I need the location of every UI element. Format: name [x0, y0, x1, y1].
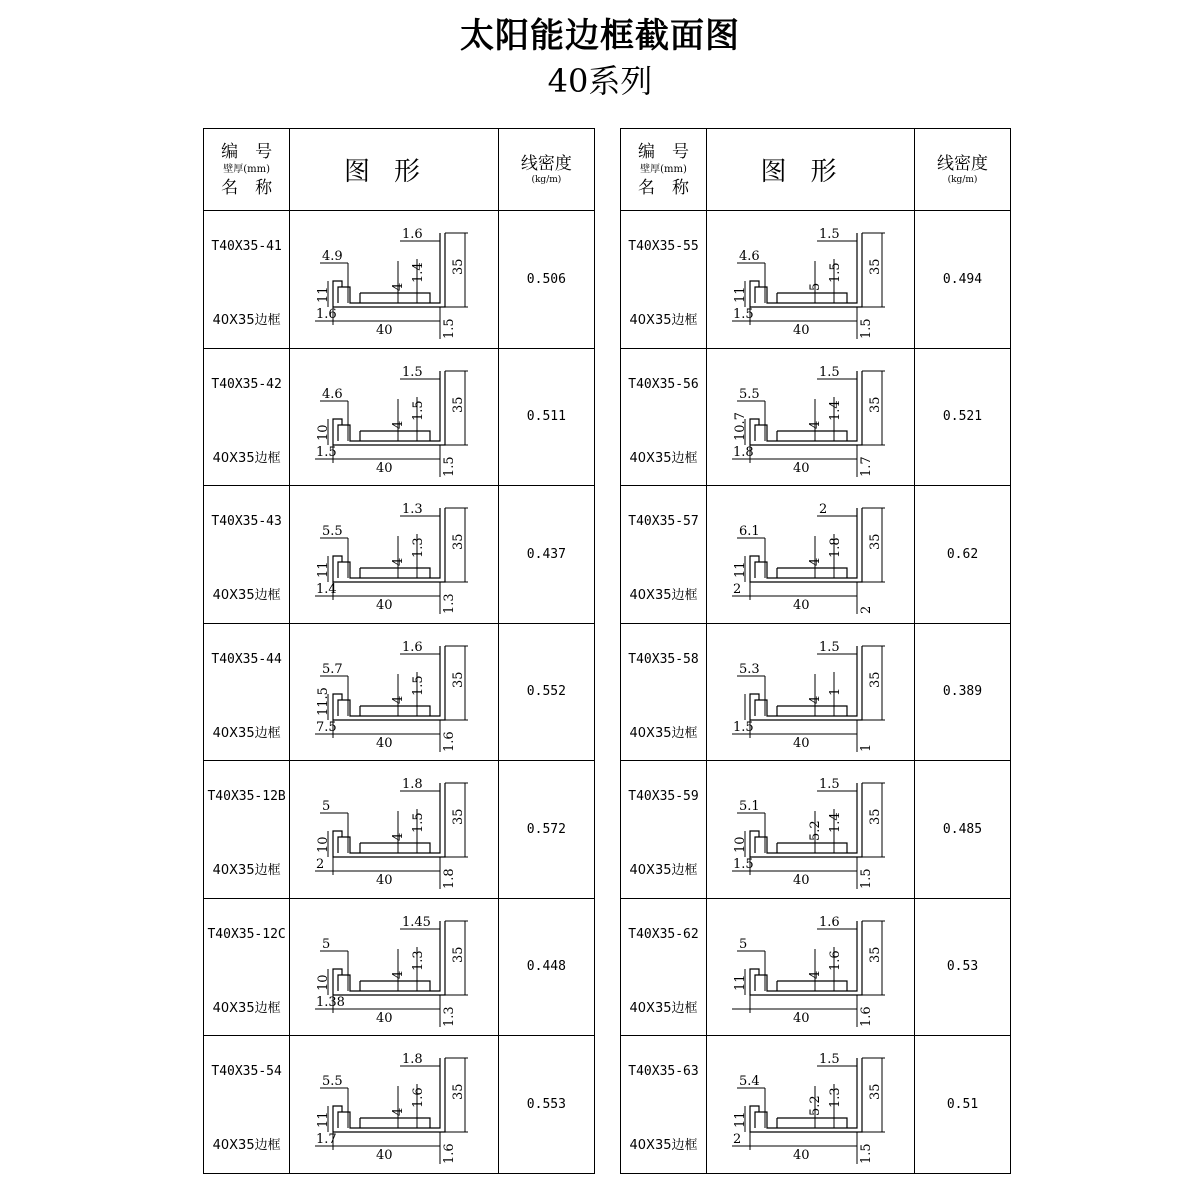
dim-height: 35: [868, 533, 883, 551]
dim-top-thickness: 1.8: [402, 777, 423, 793]
dim-top-thickness: 1.8: [402, 1052, 423, 1068]
dim-lip-height: 10: [316, 836, 332, 854]
dim-lip-height: 10.7: [733, 411, 748, 441]
table-row: [621, 898, 1011, 1036]
figure-cell: [707, 898, 915, 1036]
figure-cell: [290, 486, 499, 624]
header-id-line2: 壁厚(mm): [640, 163, 687, 175]
table-row: [204, 898, 595, 1036]
dim-lip-height: 10: [316, 424, 332, 441]
dim-bottom-thickness: 1.38: [316, 994, 346, 1010]
dim-base-thickness: 1.7: [859, 456, 874, 477]
profile-code: T40X35-54: [211, 1064, 282, 1079]
figure-cell: [290, 348, 499, 486]
profile-outline: [750, 508, 862, 582]
table-row: [621, 1036, 1011, 1174]
dim-height: 35: [451, 946, 467, 963]
density-value: 0.552: [498, 623, 594, 761]
dim-top-thickness: 1.6: [402, 227, 423, 243]
dim-rib-height: 4: [391, 557, 407, 567]
dim-base-thickness: 1.6: [859, 1006, 874, 1027]
dim-flange-width: 5.5: [739, 386, 760, 402]
dim-rib-thickness: 1.5: [411, 675, 427, 696]
dim-lip-height: 10: [316, 974, 332, 991]
profile-outline: [750, 921, 862, 995]
profile-name: 40X35边框: [629, 863, 698, 878]
dim-top-thickness: 1.5: [819, 1052, 840, 1068]
dim-top-thickness: 1.6: [402, 639, 423, 655]
profile-code: T40X35-55: [628, 239, 699, 254]
dim-height: 35: [451, 671, 467, 688]
dim-width: 40: [376, 460, 393, 476]
dim-flange-width: 5.1: [739, 799, 760, 815]
dim-height: 35: [451, 808, 467, 826]
header-density-cell: [498, 129, 594, 211]
profile-code: T40X35-43: [211, 514, 282, 529]
header-figure: 图形: [290, 129, 499, 211]
profile-outline: [333, 1058, 445, 1132]
dim-rib-height: 4: [808, 557, 823, 567]
dim-rib-height: 4: [391, 420, 407, 429]
density-value: 0.572: [498, 761, 594, 899]
profile-outline: [333, 371, 445, 445]
dim-flange-width: 5: [322, 936, 331, 952]
id-cell: [621, 486, 707, 624]
dim-width: 40: [793, 1148, 810, 1164]
profile-name: 40X35边框: [629, 1138, 698, 1153]
table-header: [204, 129, 595, 211]
dim-height: 35: [868, 671, 883, 688]
table-row: [204, 348, 595, 486]
dim-flange-width: 5.3: [739, 661, 760, 677]
figure-cell: [707, 761, 915, 899]
dim-lip-height: 11: [733, 561, 748, 579]
dim-flange-width: 5.4: [739, 1074, 760, 1090]
table-row: [204, 761, 595, 899]
dim-width: 40: [793, 873, 810, 889]
profile-code: T40X35-59: [628, 789, 699, 804]
dim-height: 35: [868, 946, 883, 963]
dim-bottom-thickness: 1.5: [733, 857, 754, 873]
id-cell: [204, 623, 290, 761]
table-row: [621, 348, 1011, 486]
table-row: [204, 1036, 595, 1174]
cross-section-drawing: [707, 211, 915, 347]
profile-outline: [750, 233, 862, 307]
table-header: [621, 129, 1011, 211]
dim-base-thickness: 1.5: [859, 1143, 874, 1165]
profile-name: 40X35边框: [629, 450, 698, 466]
dim-rib-thickness: 1.5: [411, 400, 427, 421]
dim-top-thickness: 1.6: [819, 914, 840, 930]
table-row: [204, 211, 595, 349]
header-id-line3: 名 称: [638, 177, 689, 198]
dim-base-thickness: 1.5: [442, 318, 458, 340]
header-density-cell: [915, 129, 1011, 211]
header-id-line3: 名 称: [221, 177, 273, 198]
dim-lip-height: 11: [316, 1111, 332, 1129]
dim-rib-height: 5: [808, 282, 823, 292]
dim-base-thickness: 1.5: [859, 318, 874, 340]
profile-name: 40X35边框: [212, 1000, 281, 1016]
dim-bottom-thickness: 1.6: [316, 307, 337, 323]
density-value: 0.494: [915, 211, 1011, 349]
dim-flange-width: 4.6: [739, 249, 760, 265]
dim-rib-height: 4: [391, 1107, 407, 1117]
dim-base-thickness: 1.6: [442, 1143, 458, 1165]
cross-section-drawing: [290, 624, 498, 760]
id-cell: [204, 1036, 290, 1174]
figure-cell: [707, 486, 915, 624]
dim-width: 40: [376, 598, 393, 614]
dim-rib-thickness: 1.6: [828, 950, 843, 971]
profile-code: T40X35-12B: [207, 789, 286, 804]
profile-code: T40X35-42: [211, 376, 282, 392]
figure-cell: [707, 211, 915, 349]
profile-name: 40X35边框: [629, 588, 698, 603]
dim-width: 40: [376, 1010, 393, 1026]
dim-lip-height: 11: [316, 286, 332, 304]
dim-base-thickness: 1.8: [442, 868, 458, 890]
header-density: 线密度: [520, 153, 572, 174]
dim-base-thickness: 1.5: [442, 456, 458, 477]
dim-flange-width: 4.6: [322, 386, 343, 402]
cross-section-drawing: [290, 349, 498, 485]
dim-bottom-thickness: 1.5: [733, 307, 754, 323]
id-cell: [204, 898, 290, 1036]
header-id-line1: 编 号: [221, 141, 273, 162]
profile-outline: [333, 508, 445, 582]
dim-width: 40: [793, 735, 810, 751]
dim-rib-thickness: 1.3: [411, 950, 427, 971]
figure-cell: [290, 1036, 499, 1174]
dim-height: 35: [868, 808, 883, 826]
profile-outline: [750, 783, 862, 857]
header-density: 线密度: [937, 153, 988, 174]
profile-outline: [333, 233, 445, 307]
cross-section-drawing: [290, 899, 498, 1035]
dim-top-thickness: 1.5: [819, 364, 840, 380]
dim-base-thickness: 2: [859, 605, 874, 615]
dim-height: 35: [451, 533, 467, 551]
table-row: [204, 623, 595, 761]
left-table: [203, 128, 595, 1174]
density-value: 0.389: [915, 623, 1011, 761]
density-value: 0.53: [915, 898, 1011, 1036]
table-row: [621, 761, 1011, 899]
header-id-line2: 壁厚(mm): [223, 163, 270, 175]
dim-width: 40: [376, 873, 393, 889]
dim-height: 35: [451, 1083, 467, 1101]
id-cell: [204, 761, 290, 899]
cross-section-drawing: [707, 349, 915, 485]
dim-rib-thickness: 1: [828, 687, 843, 696]
profile-code: T40X35-56: [628, 376, 699, 392]
dim-rib-thickness: 1.3: [828, 1087, 843, 1109]
dim-flange-width: 6.1: [739, 524, 760, 540]
right-table: [620, 128, 1011, 1174]
dim-rib-height: 4: [391, 970, 407, 979]
dim-rib-height: 4: [808, 420, 823, 429]
header-density-unit: (kg/m): [531, 174, 562, 185]
profile-code: T40X35-58: [628, 651, 699, 667]
profile-name: 40X35边框: [212, 863, 281, 878]
density-value: 0.51: [915, 1036, 1011, 1174]
dim-rib-height: 4: [808, 970, 823, 979]
dim-bottom-thickness: 1.4: [316, 582, 337, 598]
dim-rib-thickness: 1.4: [828, 812, 843, 834]
dim-bottom-thickness: 1.8: [733, 444, 754, 460]
table-row: [621, 211, 1011, 349]
dim-width: 40: [793, 460, 810, 476]
dim-rib-thickness: 1.6: [411, 1087, 427, 1109]
profile-name: 40X35边框: [629, 1000, 698, 1016]
dim-rib-thickness: 1.5: [828, 262, 843, 284]
profile-code: T40X35-57: [628, 514, 699, 529]
profile-name: 40X35边框: [212, 725, 281, 741]
dim-lip-height: 11: [733, 286, 748, 304]
dim-rib-height: 5.2: [808, 1095, 823, 1117]
profile-code: T40X35-63: [628, 1064, 699, 1079]
id-cell: [621, 898, 707, 1036]
density-value: 0.521: [915, 348, 1011, 486]
dim-bottom-thickness: 2: [733, 582, 742, 598]
id-cell: [204, 211, 290, 349]
dim-flange-width: 5: [322, 799, 331, 815]
dim-rib-height: 4: [391, 832, 407, 842]
profile-outline: [750, 371, 862, 445]
profile-name: 40X35边框: [212, 450, 281, 466]
dim-bottom-thickness: 2: [316, 857, 325, 873]
dim-flange-width: 5.5: [322, 1074, 343, 1090]
id-cell: [621, 348, 707, 486]
dim-top-thickness: 1.5: [819, 777, 840, 793]
figure-cell: [290, 898, 499, 1036]
dim-top-thickness: 1.3: [402, 502, 423, 518]
figure-cell: [290, 211, 499, 349]
dim-base-thickness: 1: [859, 743, 874, 752]
table-row: [621, 486, 1011, 624]
profile-outline: [333, 646, 445, 720]
cross-section-drawing: [290, 211, 498, 347]
dim-base-thickness: 1.3: [442, 1006, 458, 1027]
dim-bottom-thickness: 2: [733, 1132, 742, 1148]
profile-outline: [750, 646, 862, 720]
dim-rib-thickness: 1.8: [828, 537, 843, 559]
dim-top-thickness: 2: [819, 502, 828, 518]
cross-section-drawing: [707, 761, 915, 897]
profile-name: 40X35边框: [212, 313, 281, 328]
profile-code: T40X35-41: [211, 239, 282, 254]
dim-base-thickness: 1.5: [859, 868, 874, 890]
id-cell: [204, 348, 290, 486]
density-value: 0.511: [498, 348, 594, 486]
dim-rib-thickness: 1.5: [411, 812, 427, 834]
dim-height: 35: [451, 396, 467, 413]
dim-bottom-thickness: 1.5: [733, 719, 754, 735]
dim-lip-height: 11: [733, 1111, 748, 1129]
dim-flange-width: 5.7: [322, 661, 343, 677]
profile-outline: [333, 783, 445, 857]
figure-cell: [707, 348, 915, 486]
id-cell: [621, 761, 707, 899]
dim-rib-height: 5.2: [808, 820, 823, 842]
dim-width: 40: [376, 735, 393, 751]
dim-base-thickness: 1.3: [442, 593, 458, 615]
dim-flange-width: 5: [739, 936, 748, 952]
dim-lip-height: 11: [733, 974, 748, 991]
dim-base-thickness: 1.6: [442, 731, 458, 752]
dim-height: 35: [868, 1083, 883, 1101]
cross-section-drawing: [707, 899, 915, 1035]
profile-outline: [750, 1058, 862, 1132]
figure-cell: [707, 1036, 915, 1174]
header-id-cell: [621, 129, 707, 211]
density-value: 0.553: [498, 1036, 594, 1174]
dim-width: 40: [793, 1010, 810, 1026]
dim-bottom-thickness: 1.7: [316, 1132, 337, 1148]
dim-bottom-thickness: 7.5: [316, 719, 337, 735]
header-density-unit: (kg/m): [947, 174, 978, 185]
dim-flange-width: 4.9: [322, 249, 343, 265]
profile-code: T40X35-44: [211, 651, 282, 667]
page-title: 太阳能边框截面图: [460, 16, 740, 56]
id-cell: [204, 486, 290, 624]
cross-section-drawing: [707, 486, 915, 622]
dim-width: 40: [376, 1148, 393, 1164]
header-figure: 图形: [707, 129, 915, 211]
dim-bottom-thickness: 1.5: [316, 444, 337, 460]
cross-section-drawing: [707, 1036, 915, 1172]
page-subtitle: 40系列: [547, 62, 653, 100]
dim-height: 35: [868, 258, 883, 276]
dim-rib-height: 4: [391, 282, 407, 292]
profile-outline: [333, 921, 445, 995]
cross-section-drawing: [290, 1036, 498, 1172]
dim-rib-thickness: 1.4: [411, 262, 427, 284]
table-row: [204, 486, 595, 624]
dim-rib-thickness: 1.4: [828, 400, 843, 421]
table-row: [621, 623, 1011, 761]
dim-top-thickness: 1.5: [402, 364, 423, 380]
density-value: 0.485: [915, 761, 1011, 899]
profile-name: 40X35边框: [629, 313, 698, 328]
dim-rib-thickness: 1.3: [411, 537, 427, 559]
dim-lip-height: 11: [316, 561, 332, 579]
dim-lip-height: 11.5: [316, 686, 332, 716]
header-id-cell: [204, 129, 290, 211]
id-cell: [621, 623, 707, 761]
dim-rib-height: 4: [391, 695, 407, 704]
cross-section-drawing: [707, 624, 915, 760]
profile-code: T40X35-12C: [207, 926, 286, 942]
dim-height: 35: [868, 396, 883, 413]
profile-name: 40X35边框: [212, 588, 281, 603]
density-value: 0.437: [498, 486, 594, 624]
profile-name: 40X35边框: [629, 725, 698, 741]
figure-cell: [290, 623, 499, 761]
header-id-line1: 编 号: [638, 141, 689, 162]
cross-section-drawing: [290, 761, 498, 897]
dim-width: 40: [376, 323, 393, 339]
dim-top-thickness: 1.45: [402, 914, 432, 930]
dim-height: 35: [451, 258, 467, 276]
profile-code: T40X35-62: [628, 926, 699, 942]
dim-lip-height: 10: [733, 836, 748, 854]
density-value: 0.62: [915, 486, 1011, 624]
id-cell: [621, 211, 707, 349]
figure-cell: [290, 761, 499, 899]
id-cell: [621, 1036, 707, 1174]
dim-flange-width: 5.5: [322, 524, 343, 540]
dim-width: 40: [793, 598, 810, 614]
dim-top-thickness: 1.5: [819, 227, 840, 243]
dim-rib-height: 4: [808, 695, 823, 704]
density-value: 0.506: [498, 211, 594, 349]
figure-cell: [707, 623, 915, 761]
profile-name: 40X35边框: [212, 1138, 281, 1153]
cross-section-drawing: [290, 486, 498, 622]
density-value: 0.448: [498, 898, 594, 1036]
dim-top-thickness: 1.5: [819, 639, 840, 655]
dim-width: 40: [793, 323, 810, 339]
